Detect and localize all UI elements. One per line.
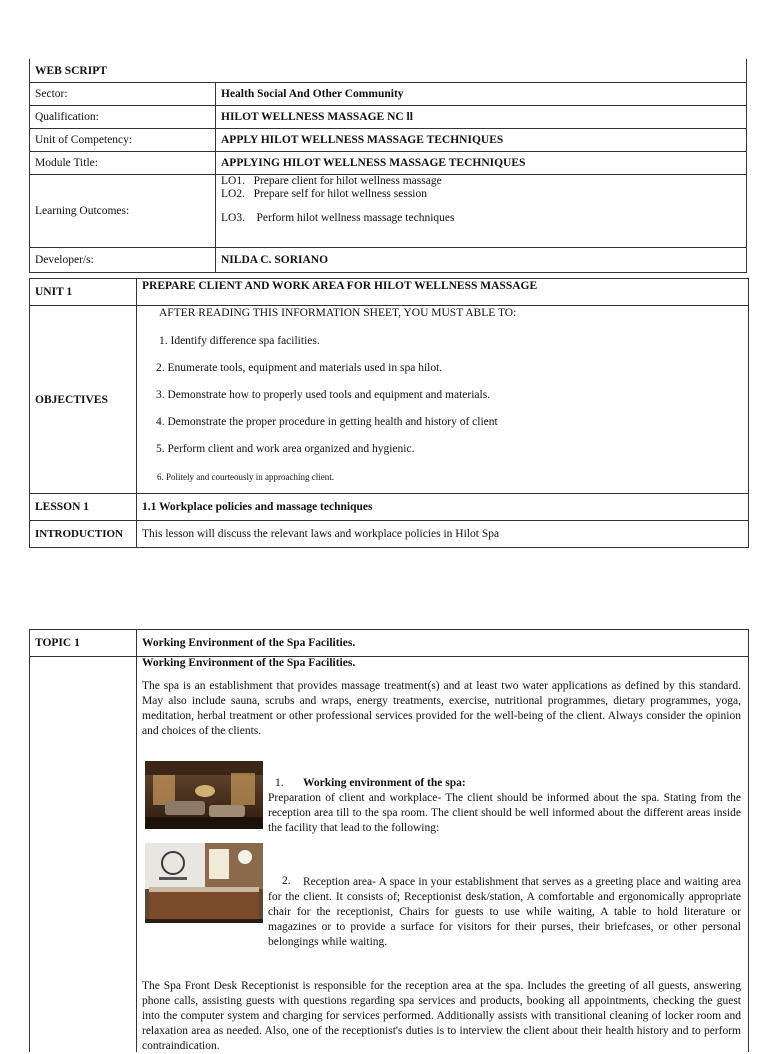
objectives-intro: AFTER READING THIS INFORMATION SHEET, YOU MUST ABLE TO:: [159, 307, 517, 319]
objective-item: 3. Demonstrate how to properly used tools and equipment and materials.: [156, 389, 491, 401]
item-2-number: 2.: [282, 875, 291, 887]
unit-competency-value: APPLY HILOT WELLNESS MASSAGE TECHNIQUES: [216, 129, 747, 152]
learning-outcome: LO2. Prepare self for hilot wellness session: [221, 188, 428, 200]
developer-label: Developer/s:: [30, 248, 216, 273]
receptionist-paragraph: The Spa Front Desk Receptionist is responsible for the reception area at the spa. Includes the greeting of all guests, answering phone calls, assisting guests with questions regarding spa services and products, booking all appointments, checking the guest into the computer system and charging for services performed. Additionally assists with transitional cleaning of locker room and relaxation area as needed. Also, one of the receptionist's duties is to interview the client about their health history and to perform contraindication.: [142, 980, 741, 1052]
item-1-number: 1.: [275, 777, 284, 789]
introduction-text: This lesson will discuss the relevant laws and workplace policies in Hilot Spa: [137, 521, 749, 548]
sector-label: Sector:: [30, 83, 216, 106]
objective-item: 2. Enumerate tools, equipment and materials used in spa hilot.: [156, 362, 443, 374]
unit-table: [29, 278, 749, 548]
objective-item: 6. Politely and courteously in approaching client.: [157, 472, 334, 482]
topic-title: Working Environment of the Spa Facilities.: [137, 630, 749, 657]
learning-outcome: LO3. Perform hilot wellness massage techniques: [221, 212, 455, 224]
topic-subtitle: Working Environment of the Spa Facilities.: [142, 657, 356, 669]
learning-outcome: LO1. Prepare client for hilot wellness massage: [221, 175, 442, 187]
objectives-cell: [137, 306, 749, 494]
introduction-label: INTRODUCTION: [30, 521, 137, 548]
lesson-label: LESSON 1: [30, 494, 137, 521]
learning-outcomes-label: Learning Outcomes:: [30, 175, 216, 248]
objective-item: 1. Identify difference spa facilities.: [159, 335, 320, 347]
spa-lounge-image: [145, 761, 263, 829]
item-1-title: Working environment of the spa:: [303, 777, 466, 789]
learning-outcomes-list: [216, 175, 747, 248]
objective-item: 4. Demonstrate the proper procedure in getting health and history of client: [156, 416, 498, 428]
developer-value: NILDA C. SORIANO: [216, 248, 747, 273]
module-title-label: Module Title:: [30, 152, 216, 175]
sector-value: Health Social And Other Community: [216, 83, 747, 106]
module-title-value: APPLYING HILOT WELLNESS MASSAGE TECHNIQUES: [216, 152, 747, 175]
unit-competency-label: Unit of Competency:: [30, 129, 216, 152]
item-1-text: Preparation of client and workplace- The client should be informed about the spa. Stating from the reception area till to the spa room. The client should be well informed about the different areas inside the facility that lead to the following:: [268, 792, 741, 834]
item-2-text: Reception area- A space in your establishment that serves as a greeting place and waiting area for the client. It consists of; Receptionist desk/station, A comfortable and ergonomically appropriate chair for the receptionist, Chairs for guests to use while waiting, A table to hold literature or magazines or to provide a surface for visitors for their purses, their briefcases, or other personal belongings while waiting.: [268, 876, 741, 948]
topic-label: TOPIC 1: [30, 630, 137, 657]
qualification-label: Qualification:: [30, 106, 216, 129]
web-script-table: [29, 59, 747, 273]
topic-content: [137, 657, 749, 1053]
unit-title: PREPARE CLIENT AND WORK AREA FOR HILOT WELLNESS MASSAGE: [137, 279, 749, 306]
topic-table: [29, 629, 749, 1052]
qualification-value: HILOT WELLNESS MASSAGE NC ll: [216, 106, 747, 129]
topic-paragraph: The spa is an establishment that provides massage treatment(s) and at least two water applications as defined by this standard. May also include sauna, scrubs and wraps, energy treatments, exercise, nutritional programmes, dietary programmes, yoga, meditation, herbal treatment or other professional services provided for the well-being of the client. Always consider the opinion and choices of the clients.: [142, 680, 741, 737]
objectives-label: OBJECTIVES: [30, 306, 137, 494]
topic-left-cell: [30, 657, 137, 1053]
unit-label: UNIT 1: [30, 279, 137, 306]
lesson-title: 1.1 Workplace policies and massage techniques: [137, 494, 749, 521]
objective-item: 5. Perform client and work area organized and hygienic.: [156, 443, 415, 455]
web-script-title: WEB SCRIPT: [30, 59, 747, 83]
reception-desk-image: [145, 843, 263, 923]
